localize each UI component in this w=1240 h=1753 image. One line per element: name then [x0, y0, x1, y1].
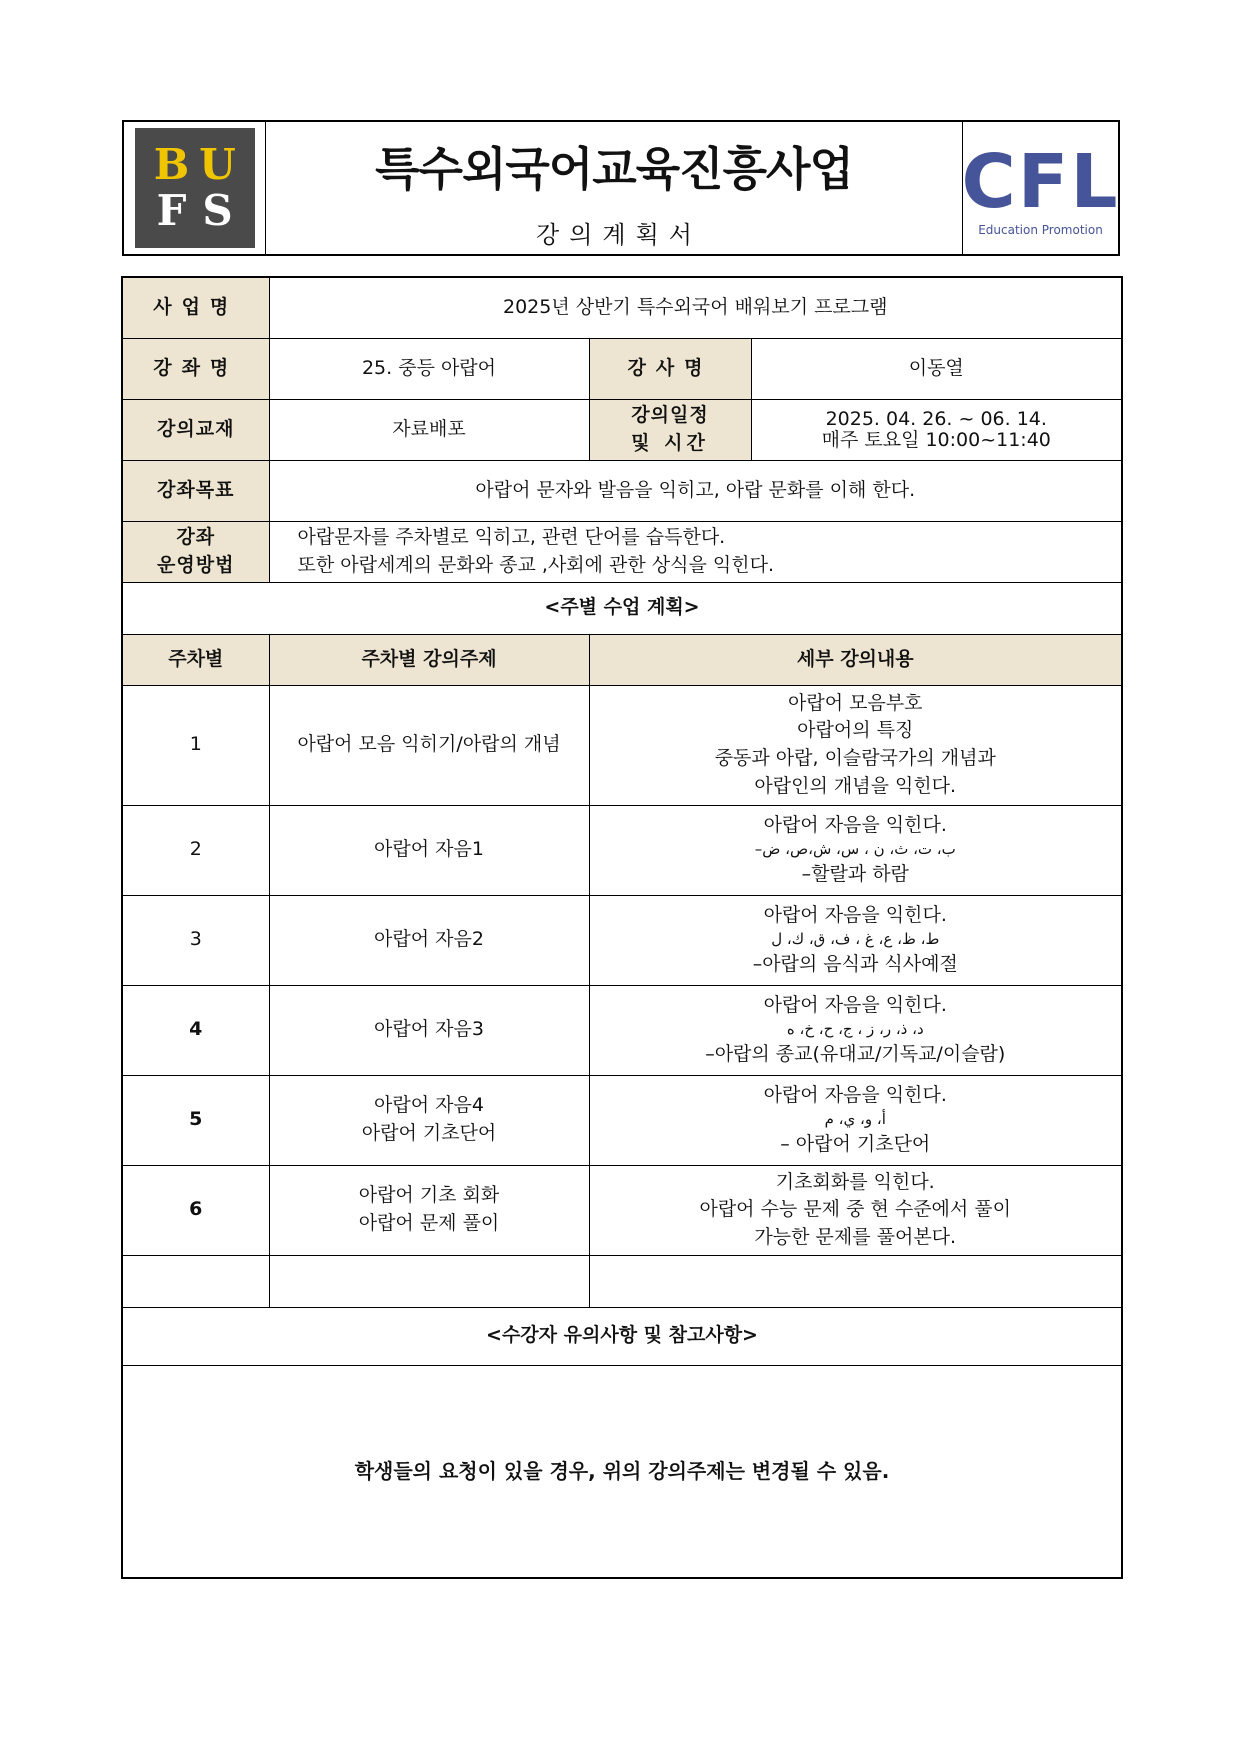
notes-text: 학생들의 요청이 있을 경우, 위의 강의주제는 변경될 수 있음. [122, 1365, 1122, 1578]
week-detail-line: 가능한 문제를 풀어본다. [754, 1225, 957, 1248]
table-row [122, 1165, 1122, 1255]
week-topic [269, 685, 589, 805]
schedule-label-line: 강의일정 [631, 403, 709, 426]
week-detail [589, 805, 1122, 895]
arabic-letters-line: أ، و، ي، م [824, 1110, 886, 1129]
week-topic-line: 아랍어 문제 풀이 [358, 1212, 500, 1234]
table-row [122, 1075, 1122, 1165]
week-detail-line: –할랄과 하람 [801, 862, 909, 885]
week-detail [589, 1165, 1122, 1255]
method-value-line: 또한 아랍세계의 문화와 종교 ,사회에 관한 상식을 익힌다. [297, 553, 774, 576]
week-detail-line: 아랍어 자음을 익힌다. [763, 813, 947, 836]
week-detail-line: 아랍어 모음부호 [787, 691, 923, 714]
week-detail-line: –아랍의 음식과 식사예절 [752, 952, 958, 975]
empty-cell [269, 1255, 589, 1307]
program-row [122, 277, 1122, 338]
weekly-header-row [122, 634, 1122, 685]
title-cell [266, 122, 962, 254]
week-number: 3 [122, 895, 269, 985]
schedule-value [751, 399, 1122, 460]
method-label-line: 강좌 [176, 525, 216, 548]
week-detail-line: 중동과 아랍, 이슬람국가의 개념과 [714, 747, 996, 769]
schedule-label [589, 399, 751, 460]
bufs-logo-letter: F [156, 186, 187, 235]
document-header [122, 120, 1120, 256]
week-detail-line: 아랍어 자음을 익힌다. [763, 903, 947, 926]
column-header-detail: 세부 강의내용 [589, 634, 1122, 685]
notes-section-row [122, 1307, 1122, 1365]
arabic-letters-line: ط، ظ، ع، غ ، ف، ق، ك، ل [771, 930, 940, 949]
week-detail [589, 1075, 1122, 1165]
week-detail-line: – 아랍어 기초단어 [780, 1132, 931, 1155]
week-detail [589, 985, 1122, 1075]
week-detail-line: 아랍어 수능 문제 중 현 수준에서 풀이 [699, 1198, 1012, 1221]
bufs-logo-cell [124, 122, 266, 254]
week-detail-line: 기초회화를 익힌다. [775, 1170, 935, 1193]
instructor-value: 이동열 [751, 338, 1122, 399]
course-label: 강좌명 [122, 338, 269, 399]
week-detail [589, 685, 1122, 805]
week-topic-line: 아랍어 자음4 [374, 1094, 484, 1117]
method-value [269, 521, 1122, 582]
goal-value: 아랍어 문자와 발음을 익히고, 아랍 문화를 이해 한다. [269, 460, 1122, 521]
arabic-letters-line: د، ذ، ر، ز ، ج، ح، خ، ه [786, 1020, 924, 1039]
week-topic [269, 1075, 589, 1165]
week-detail-line: 아랍어 자음을 익힌다. [763, 993, 947, 1016]
table-row [122, 895, 1122, 985]
week-topic-line: 아랍어 자음1 [374, 838, 484, 861]
week-topic [269, 805, 589, 895]
week-detail-line: –아랍의 종교(유대교/기독교/이슬람) [705, 1042, 1006, 1065]
empty-cell [589, 1255, 1122, 1307]
textbook-value: 자료배포 [269, 399, 589, 460]
table-row [122, 685, 1122, 805]
goal-label: 강좌목표 [122, 460, 269, 521]
method-value-line: 아랍문자를 주차별로 익히고, 관련 단어를 습득한다. [297, 525, 726, 548]
week-topic [269, 895, 589, 985]
course-value: 25. 중등 아랍어 [269, 338, 589, 399]
method-label-line: 운영방법 [157, 553, 235, 576]
cfl-logo-subtext: Education Promotion [978, 223, 1103, 237]
method-row [122, 521, 1122, 582]
column-header-topic: 주차별 강의주제 [269, 634, 589, 685]
textbook-schedule-row [122, 399, 1122, 460]
week-number: 1 [122, 685, 269, 805]
course-row [122, 338, 1122, 399]
document-title: 특수외국어교육진흥사업 [375, 141, 853, 196]
program-value: 2025년 상반기 특수외국어 배워보기 프로그램 [269, 277, 1122, 338]
week-topic [269, 985, 589, 1075]
week-detail [589, 895, 1122, 985]
schedule-dates: 2025. 04. 26. ~ 06. 14. [825, 407, 1047, 430]
goal-row [122, 460, 1122, 521]
week-topic-line: 아랍어 기초단어 [361, 1122, 497, 1144]
week-number: 4 [122, 985, 269, 1075]
bufs-logo-letter: B [153, 140, 190, 189]
week-number: 2 [122, 805, 269, 895]
notes-section-title: <수강자 유의사항 및 참고사항> [122, 1307, 1122, 1365]
table-row [122, 985, 1122, 1075]
notes-row [122, 1365, 1122, 1578]
cfl-logo: CFL [961, 139, 1120, 225]
textbook-label: 강의교재 [122, 399, 269, 460]
week-number: 6 [122, 1165, 269, 1255]
document-subtitle: 강의계획서 [536, 220, 702, 249]
cfl-logo-cell [962, 122, 1118, 254]
method-label [122, 521, 269, 582]
weekly-section-row [122, 582, 1122, 634]
week-detail-line: 아랍인의 개념을 익힌다. [754, 774, 957, 797]
empty-row [122, 1255, 1122, 1307]
empty-cell [122, 1255, 269, 1307]
bufs-logo [135, 128, 255, 248]
schedule-time: 매주 토요일 10:00~11:40 [821, 428, 1051, 451]
instructor-label: 강사명 [589, 338, 751, 399]
week-detail-line: 아랍어의 특징 [797, 719, 914, 742]
schedule-label-line: 및 시간 [631, 431, 709, 454]
column-header-week: 주차별 [122, 634, 269, 685]
week-number: 5 [122, 1075, 269, 1165]
week-topic-line: 아랍어 자음3 [374, 1018, 484, 1041]
week-topic-line: 아랍어 모음 익히기/아랍의 개념 [297, 733, 561, 756]
arabic-letters-line: ب، ت، ث، ن ، س، ش،ص، ض– [754, 840, 956, 859]
program-label: 사업명 [122, 277, 269, 338]
week-topic [269, 1165, 589, 1255]
lecture-plan-table [121, 276, 1123, 1579]
table-row [122, 805, 1122, 895]
week-topic-line: 아랍어 자음2 [374, 928, 484, 951]
weekly-section-title: <주별 수업 계획> [122, 582, 1122, 634]
bufs-logo-letter: S [202, 186, 233, 235]
week-topic-line: 아랍어 기초 회화 [358, 1184, 500, 1207]
bufs-logo-letter: U [199, 140, 236, 189]
week-detail-line: 아랍어 자음을 익힌다. [763, 1083, 947, 1106]
